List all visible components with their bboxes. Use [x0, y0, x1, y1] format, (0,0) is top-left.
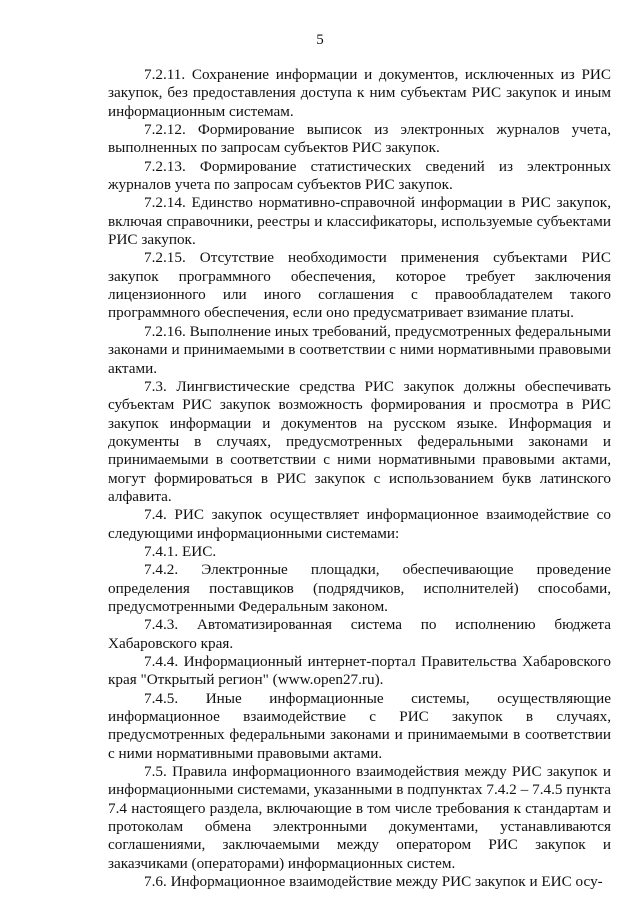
paragraph-7-5: 7.5. Правила информационного взаимодействия между РИС закупок и информационными системами, указанными в подпунктах 7.4.2 – 7.4.5 пункта 7.4 настоящего раздела, включающие в том числе требования к стандартам и протоколам обмена электронными документами, устанавливаются соглашениями, заключаемыми между оператором РИС закупок и заказчиками (операторами) информационных систем. [108, 763, 611, 872]
page-number: 5 [316, 32, 324, 48]
document-body [108, 66, 611, 891]
paragraph-7-6: 7.6. Информационное взаимодействие между РИС закупок и ЕИС осу- [144, 873, 603, 891]
paragraph-7-4-2: 7.4.2. Электронные площадки, обеспечивающие проведение определения поставщиков (подрядчиков, исполнителей) способами, предусмотренными Федеральным законом. [108, 561, 611, 615]
paragraph-7-2-14: 7.2.14. Единство нормативно-справочной информации в РИС закупок, включая справочники, реестры и классификаторы, используемые субъектами РИС закупок. [108, 194, 611, 249]
paragraph-7-3: 7.3. Лингвистические средства РИС закупок должны обеспечивать субъектам РИС закупок возможность формирования и просмотра в РИС закупок информации и документов на русском языке. Информация и документы в случаях, предусмотренных федеральными законами и принимаемыми в соответствии с ними нормативными правовыми актами, могут формироваться в РИС закупок с использованием букв латинского алфавита. [108, 377, 611, 505]
paragraph-7-2-15: 7.2.15. Отсутствие необходимости применения субъектами РИС закупок программного обеспечения, которое требует заключения лицензионного или иного соглашения с правообладателем такого программного обеспечения, если оно предусматривает взимание платы. [108, 249, 611, 322]
paragraph-7-4-3: 7.4.3. Автоматизированная система по исполнению бюджета Хабаровского края. [108, 616, 611, 652]
paragraph-7-4-1: 7.4.1. ЕИС. [144, 542, 217, 560]
paragraph-7-4-4: 7.4.4. Информационный интернет-портал Правительства Хабаровского края "Открытый регион" (www.open27.ru). [108, 653, 611, 689]
paragraph-7-2-12: 7.2.12. Формирование выписок из электронных журналов учета, выполненных по запросам субъектов РИС закупок. [108, 121, 611, 157]
paragraph-7-2-11: 7.2.11. Сохранение информации и документов, исключенных из РИС закупок, без предоставления доступа к ним субъектам РИС закупок и иным информационным системам. [108, 66, 611, 120]
paragraph-7-2-16: 7.2.16. Выполнение иных требований, предусмотренных федеральными законами и принимаемыми в соответствии с ними нормативными правовыми актами. [108, 322, 611, 377]
paragraph-7-4: 7.4. РИС закупок осуществляет информационное взаимодействие со следующими информационными системами: [108, 506, 611, 542]
paragraph-7-2-13: 7.2.13. Формирование статистических сведений из электронных журналов учета по запросам субъектов РИС закупок. [108, 157, 611, 194]
paragraph-7-4-5: 7.4.5. Иные информационные системы, осуществляющие информационное взаимодействие с РИС закупок в случаях, предусмотренных федеральными законами и принимаемыми в соответствии с ними нормативными правовыми актами. [108, 689, 611, 762]
